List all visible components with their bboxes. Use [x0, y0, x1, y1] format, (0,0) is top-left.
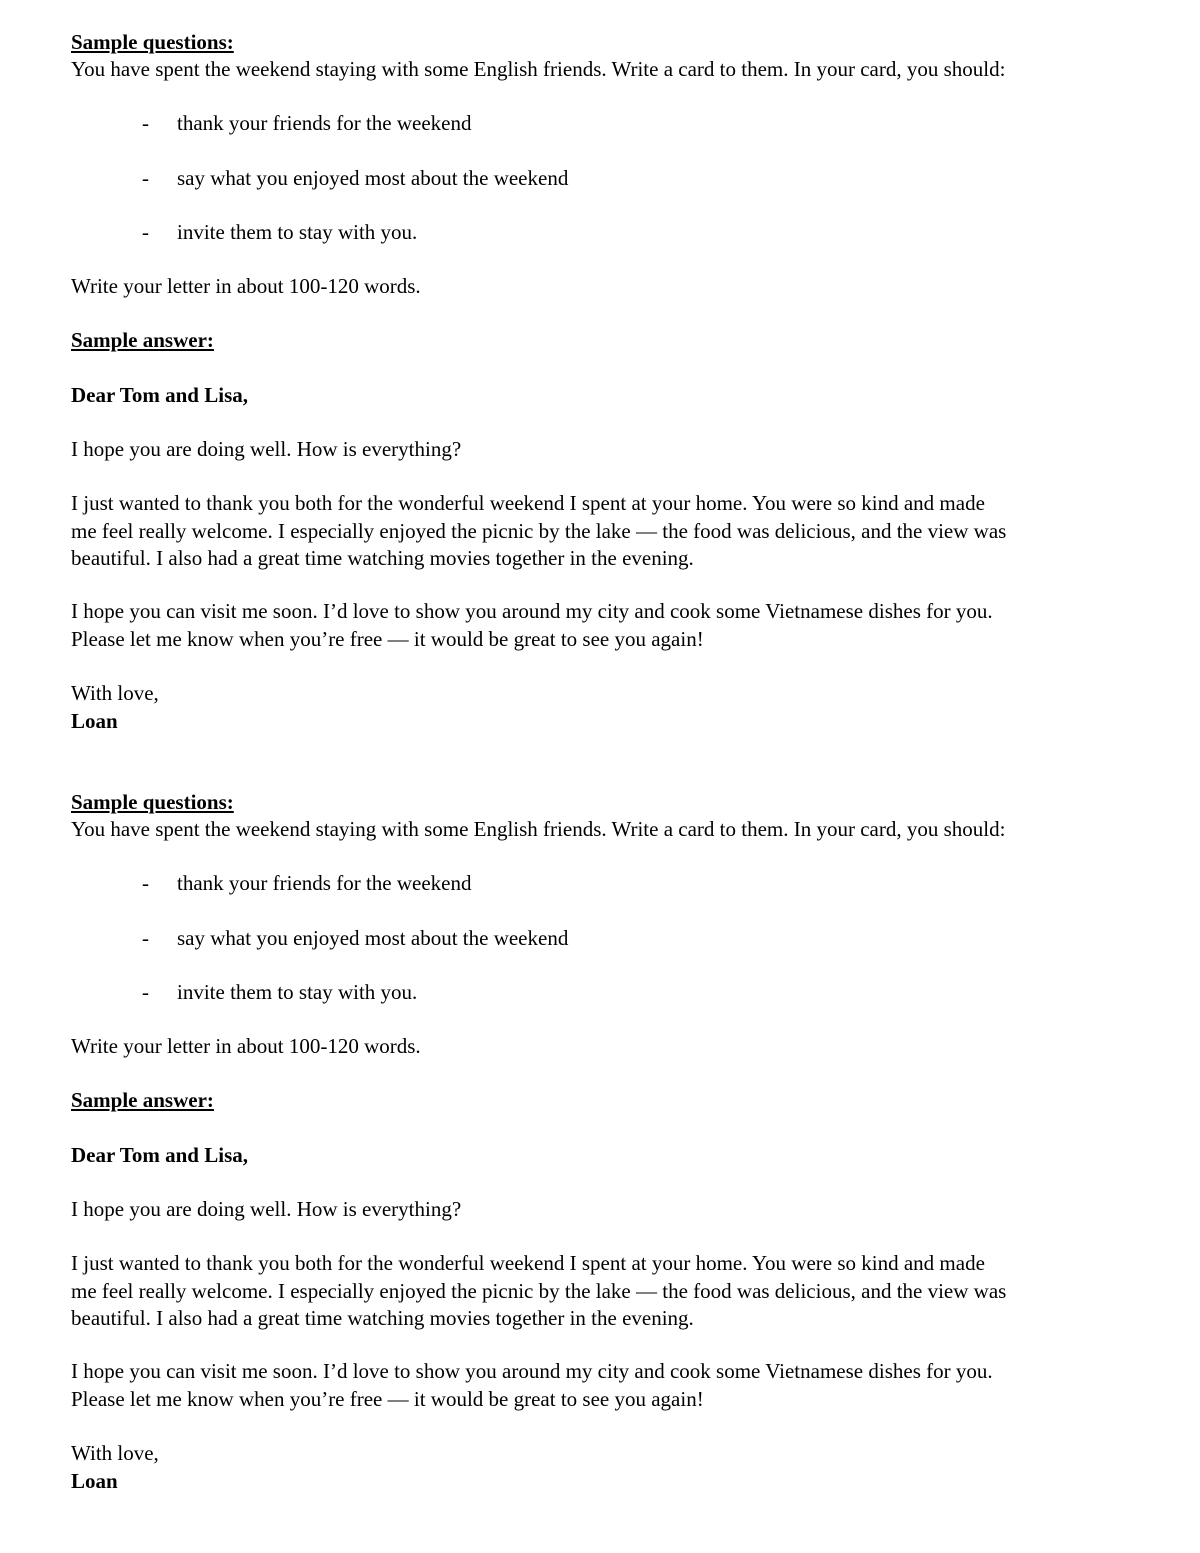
- question-prompt: You have spent the weekend staying with some English friends. Write a card to them. In your card, you should:: [71, 57, 1006, 81]
- signature: Loan: [71, 709, 118, 733]
- list-item: say what you enjoyed most about the weekend: [177, 926, 569, 950]
- paragraph-line: beautiful. I also had a great time watching movies together in the evening.: [71, 546, 694, 570]
- bullet-marker: -: [142, 111, 149, 135]
- bullet-marker: -: [142, 220, 149, 244]
- signature: Loan: [71, 1469, 118, 1493]
- paragraph-line: Please let me know when you’re free — it would be great to see you again!: [71, 627, 704, 651]
- opening-line: I hope you are doing well. How is everything?: [71, 1197, 462, 1221]
- word-limit: Write your letter in about 100-120 words.: [71, 1034, 421, 1058]
- bullet-marker: -: [142, 871, 149, 895]
- paragraph-line: I hope you can visit me soon. I’d love to show you around my city and cook some Vietnamese dishes for you.: [71, 599, 993, 623]
- bullet-marker: -: [142, 926, 149, 950]
- list-item: invite them to stay with you.: [177, 980, 418, 1004]
- closing: With love,: [71, 681, 159, 705]
- word-limit: Write your letter in about 100-120 words.: [71, 274, 421, 298]
- question-prompt: You have spent the weekend staying with some English friends. Write a card to them. In your card, you should:: [71, 817, 1006, 841]
- opening-line: I hope you are doing well. How is everything?: [71, 437, 462, 461]
- closing: With love,: [71, 1441, 159, 1465]
- salutation: Dear Tom and Lisa,: [71, 383, 248, 407]
- paragraph-line: I hope you can visit me soon. I’d love to show you around my city and cook some Vietnamese dishes for you.: [71, 1359, 993, 1383]
- bullet-marker: -: [142, 980, 149, 1004]
- salutation: Dear Tom and Lisa,: [71, 1143, 248, 1167]
- answer-heading: Sample answer:: [71, 328, 214, 352]
- paragraph-line: Please let me know when you’re free — it would be great to see you again!: [71, 1387, 704, 1411]
- answer-heading: Sample answer:: [71, 1088, 214, 1112]
- paragraph-line: beautiful. I also had a great time watching movies together in the evening.: [71, 1306, 694, 1330]
- bullet-marker: -: [142, 166, 149, 190]
- paragraph-line: me feel really welcome. I especially enjoyed the picnic by the lake — the food was delicious, and the view was: [71, 519, 1007, 543]
- question-heading: Sample questions:: [71, 30, 234, 54]
- question-heading: Sample questions:: [71, 790, 234, 814]
- paragraph-line: me feel really welcome. I especially enjoyed the picnic by the lake — the food was delicious, and the view was: [71, 1279, 1007, 1303]
- paragraph-line: I just wanted to thank you both for the wonderful weekend I spent at your home. You were so kind and made: [71, 491, 985, 515]
- list-item: thank your friends for the weekend: [177, 871, 472, 895]
- list-item: invite them to stay with you.: [177, 220, 418, 244]
- list-item: thank your friends for the weekend: [177, 111, 472, 135]
- list-item: say what you enjoyed most about the weekend: [177, 166, 569, 190]
- paragraph-line: I just wanted to thank you both for the wonderful weekend I spent at your home. You were so kind and made: [71, 1251, 985, 1275]
